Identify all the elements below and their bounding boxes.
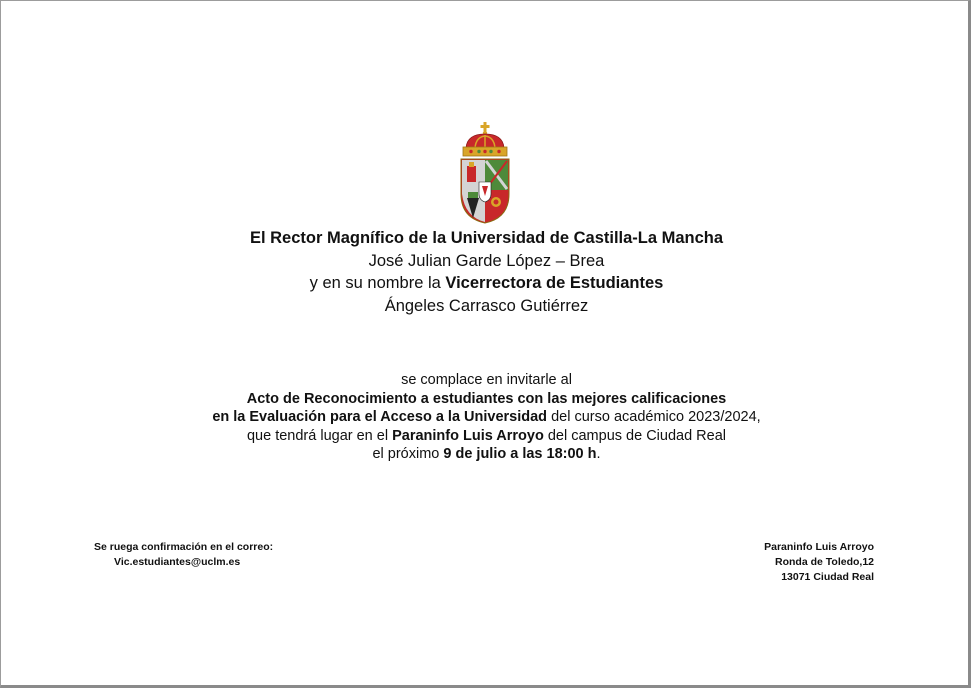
venue-line (1, 427, 972, 446)
date-line (1, 445, 972, 464)
event-title: Acto de Reconocimiento a estudiantes con las mejores calificaciones (246, 390, 727, 407)
venue-prefix: que tendrá lugar en el (246, 427, 393, 444)
confirmation-block (94, 540, 273, 570)
address-line-2: Ronda de Toledo,12 (775, 556, 874, 568)
invitation-intro: se complace en invitarle al (401, 372, 572, 388)
evaluation-bold: en la Evaluación para el Acceso a la Universidad (212, 409, 548, 425)
header-block (1, 227, 972, 317)
address-block (764, 540, 874, 585)
venue-name: Paraninfo Luis Arroyo (392, 427, 544, 444)
address-line-1: Paraninfo Luis Arroyo (764, 541, 874, 553)
address-line-3: 13071 Ciudad Real (781, 571, 874, 583)
venue-suffix: del campus de Ciudad Real (543, 427, 726, 444)
coat-of-arms-icon (459, 122, 511, 224)
confirmation-email[interactable]: Vic.estudiantes@uclm.es (114, 556, 241, 568)
vicerrectora-title: Vicerrectora de Estudiantes (445, 274, 664, 292)
rector-title: El Rector Magnífico de la Universidad de Castilla-La Mancha (249, 229, 724, 247)
evaluation-line (1, 408, 972, 427)
date-suffix: . (596, 446, 601, 462)
invitation-block (1, 371, 972, 464)
delegation-prefix: y en su nombre la (309, 274, 446, 292)
rector-name: José Julian Garde López – Brea (368, 251, 605, 270)
vicerrectora-name: Ángeles Carrasco Gutiérrez (384, 296, 589, 315)
confirmation-label: Se ruega confirmación en el correo: (94, 541, 274, 553)
evaluation-rest: del curso académico 2023/2024, (547, 409, 761, 425)
event-date: 9 de julio a las 18:00 h (443, 446, 597, 462)
delegation-line (1, 272, 972, 295)
date-prefix: el próximo (372, 446, 444, 462)
